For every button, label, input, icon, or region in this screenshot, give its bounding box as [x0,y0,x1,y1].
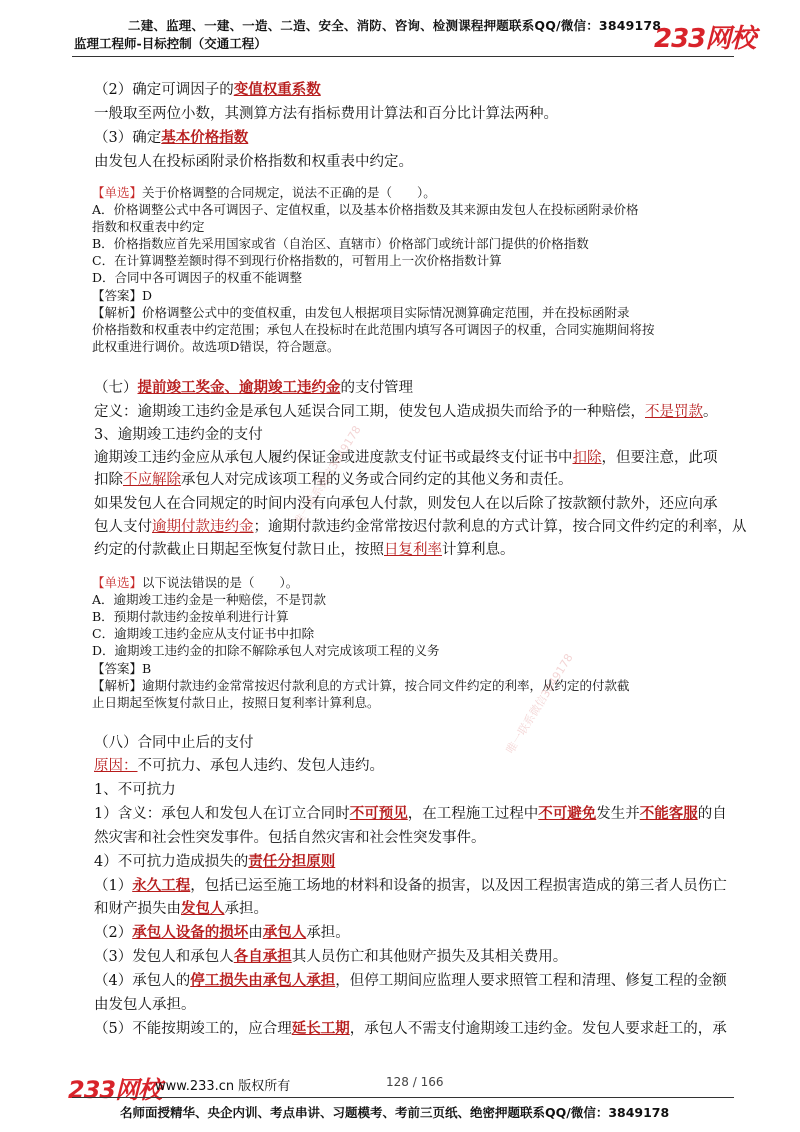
answer: 【答案】D [92,288,153,303]
brand-logo: 233网校 [654,24,756,54]
question-tag: 【单选】 [92,185,143,200]
paragraph: 如果发包人在合同规定的时间内没有向承包人付款，则发包人在以后除了按款额付款外，还应向承 [94,496,718,512]
keyword: 各自承担 [233,948,292,965]
keyword: 延长工期 [291,1020,350,1037]
heading-base-price-index: （3）确定基本价格指数 [94,129,249,146]
rule-3: （3）发包人和承包人各自承担其人员伤亡和其他财产损失及其相关费用。 [94,948,568,965]
option-d: D．合同中各可调因子的权重不能调整 [92,270,303,285]
watermark: 唯一联系微信3849178 [503,651,576,756]
keyword: 扣除 [572,450,602,466]
rule-5: （5）不能按期竣工的，应合理延长工期，承包人不需支付逾期竣工违约金。发包人要求赶工的，承 [94,1020,727,1037]
keyword: 基本价格指数 [161,129,249,146]
keyword: 原因： [94,758,138,774]
header-divider [72,56,734,57]
definition: 定义：逾期竣工违约金是承包人延误合同工期，使发包人造成损失而给予的一种赔偿，不是罚款。 [94,404,718,420]
keyword: 不是罚款 [645,404,703,420]
paragraph: 扣除不应解除承包人对完成该项工程的义务或合同约定的其他义务和责任。 [94,472,573,488]
question-stem: 【单选】以下说法错误的是（ ）。 [92,575,299,590]
explanation: 价格指数和权重表中约定范围；承包人在投标时在此范围内填写各可调因子的权重，合同实施期间将按 [92,322,655,337]
footer-logo: 233网校 [68,1076,162,1104]
option-c: C．逾期竣工违约金应从支付证书中扣除 [92,626,315,641]
option-a: A．价格调整公式中各可调因子、定值权重，以及基本价格指数及其来源由发包人在投标函附录价格 [92,202,639,217]
option-d: D．逾期竣工违约金的扣除不解除承包人对完成该项工程的义务 [92,643,440,658]
section-heading-8: （八）合同中止后的支付 [94,735,254,751]
document-subtitle: 监理工程师-目标控制（交通工程） [74,36,267,51]
watermark: 唯一联系微信3849178 [291,423,364,528]
keyword: 发包人 [181,900,225,917]
keyword: 停工损失由承包人承担 [190,972,336,989]
subheading: 3、逾期竣工违约金的支付 [94,427,263,443]
definition: 1）含义：承包人和发包人在订立合同时不可预见，在工程施工过程中不可避免发生并不能客服的自 [94,805,727,822]
keyword: 承包人 [262,924,307,941]
paragraph: 约定的付款截止日期起至恢复付款日止，按照日复利率计算利息。 [94,542,515,558]
page-number: 128 / 166 [386,1075,444,1089]
loss-heading: 4）不可抗力造成损失的责任分担原则 [94,853,336,870]
keyword: 日复利率 [384,542,442,558]
rule-4: （4）承包人的停工损失由承包人承担，但停工期间应监理人要求照管工程和清理、修复工程的金额 [94,972,727,989]
explanation: 此权重进行调价。故选项D错误，符合题意。 [92,339,340,354]
question-stem: 【单选】关于价格调整的合同规定，说法不正确的是（ ）。 [92,185,436,200]
explanation: 【解析】逾期付款违约金常常按迟付款利息的方式计算，按合同文件约定的利率，从约定的付款截 [92,678,630,693]
section-heading-7: （七）提前竣工奖金、逾期竣工违约金的支付管理 [94,379,413,396]
rule-1-cont: 和财产损失由发包人承担。 [94,900,268,917]
keyword: 提前竣工奖金、逾期竣工违约金 [137,379,341,396]
keyword: 永久工程 [132,877,191,894]
subheading: 1、不可抗力 [94,782,176,798]
option-a: A．逾期竣工违约金是一种赔偿，不是罚款 [92,592,327,607]
option-b: B．预期付款违约金按单利进行计算 [92,609,289,624]
rule-4-cont: 由发包人承担。 [94,997,196,1013]
footer-site: www.233.cn 版权所有 [155,1079,291,1094]
keyword: 不能客服 [639,805,698,822]
heading-variable-weight: （2）确定可调因子的变值权重系数 [94,81,321,98]
paragraph: 一般取至两位小数，其测算方法有指标费用计算法和百分比计算法两种。 [94,106,558,122]
definition-cont: 然灾害和社会性突发事件。包括自然灾害和社会性突发事件。 [94,830,486,846]
rule-2: （2）承包人设备的损坏由承包人承担。 [94,924,350,941]
paragraph: 逾期竣工违约金应从承包人履约保证金或进度款支付证书或最终支付证书中扣除，但要注意，此项 [94,450,718,466]
paragraph: 包人支付逾期付款违约金；逾期付款违约金常常按迟付款利息的方式计算，按合同文件约定的利率，从 [94,519,747,535]
rule-1: （1）永久工程，包括已运至施工场地的材料和设备的损害，以及因工程损害造成的第三者人员伤亡 [94,877,727,894]
explanation: 【解析】价格调整公式中的变值权重，由发包人根据项目实际情况测算确定范围，并在投标函附录 [92,305,630,320]
footer-contact-line: 名师面授精华、央企内训、考点串讲、习题模考、考前三页纸、绝密押题联系QQ/微信：3849178 [120,1105,670,1120]
keyword: 不可避免 [538,805,597,822]
paragraph: 由发包人在投标函附录价格指数和权重表中约定。 [94,154,413,170]
explanation: 止日期起至恢复付款日止，按照日复利率计算利息。 [92,695,380,710]
keyword: 不应解除 [123,472,181,488]
keyword: 变值权重系数 [233,81,321,98]
footer-divider [72,1097,734,1098]
option-a-cont: 指数和权重表中约定 [92,219,205,234]
keyword: 逾期付款违约金 [152,519,254,535]
question-tag: 【单选】 [92,575,143,590]
option-b: B．价格指数应首先采用国家或省（自治区、直辖市）价格部门或统计部门提供的价格指数 [92,236,589,251]
reasons: 原因：不可抗力、承包人违约、发包人违约。 [94,758,384,774]
answer: 【答案】B [92,661,152,676]
option-c: C．在计算调整差额时得不到现行价格指数的，可暂用上一次价格指数计算 [92,253,502,268]
keyword: 责任分担原则 [248,853,336,870]
keyword: 承包人设备的损坏 [132,924,249,941]
header-contact-line: 二建、监理、一建、一造、二造、安全、消防、咨询、检测课程押题联系QQ/微信：3849178 [128,18,662,33]
keyword: 不可预见 [349,805,408,822]
